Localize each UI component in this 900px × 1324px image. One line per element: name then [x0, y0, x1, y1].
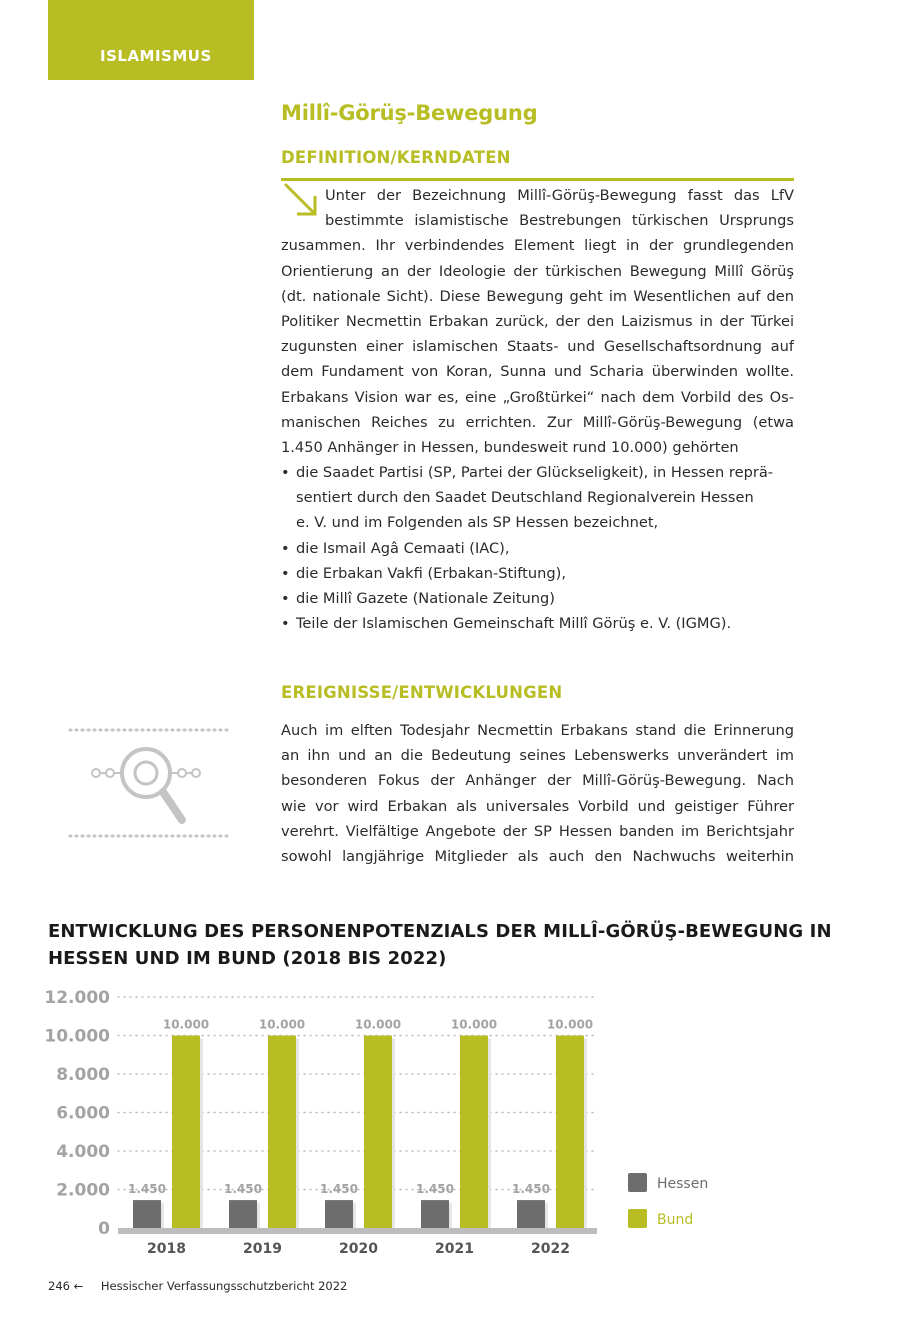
text-line: Unter der Bezeichnung Millî-Görüş-Bewegung fasst das LfV	[325, 187, 794, 204]
y-tick-label: 12.000	[44, 988, 110, 1008]
list-item-line: • die Erbakan Vakfi (Erbakan-Stiftung),	[296, 564, 566, 582]
data-label: 10.000	[546, 1017, 594, 1032]
bar-bund	[364, 1036, 392, 1229]
list-item-line: • die Ismail Agâ Cemaati (IAC),	[296, 539, 510, 557]
list-item-line: • die Saadet Partisi (SP, Partei der Glückseligkeit), in Hessen reprä-	[296, 464, 774, 481]
bar-bund	[172, 1036, 200, 1229]
definition-paragraph	[281, 183, 794, 460]
text-line: zusammen. Ihr verbindendes Element liegt in der grundlegenden	[281, 237, 794, 255]
bar-hessen	[133, 1200, 161, 1228]
list-item	[281, 561, 794, 586]
list-item-line: sentiert durch den Saadet Deutschland Regionalverein Hessen	[296, 489, 754, 507]
text-line: besonderen Fokus der Anhänger der Millî-Görüş-Bewegung. Nach	[281, 772, 794, 790]
x-tick-label: 2018	[147, 1241, 186, 1257]
data-label: 1.450	[416, 1182, 454, 1197]
bar-chart	[0, 980, 900, 1260]
publication-title: Hessischer Verfassungsschutzbericht 2022	[100, 1279, 348, 1293]
data-label: 10.000	[258, 1017, 306, 1032]
data-label: 10.000	[354, 1017, 402, 1032]
text-line: verehrt. Vielfältige Angebote der SP Hessen banden im Berichtsjahr	[281, 822, 794, 840]
text-line: manischen Reiches zu errichten. Zur Millî-Görüş-Bewegung (etwa	[281, 413, 794, 431]
data-label: 1.450	[128, 1182, 166, 1197]
y-tick-label: 0	[98, 1219, 110, 1239]
magnifier-icon	[66, 720, 232, 846]
legend-swatch	[628, 1173, 647, 1192]
y-tick-label: 4.000	[56, 1142, 110, 1162]
text-line: sowohl langjährige Mitglieder als auch den Nachwuchs weiterhin	[281, 848, 794, 866]
data-label: 1.450	[512, 1182, 550, 1197]
list-item-line: e. V. und im Folgenden als SP Hessen bezeichnet,	[296, 514, 659, 532]
y-tick-label: 8.000	[56, 1065, 110, 1085]
x-tick-label: 2022	[531, 1241, 570, 1257]
text-line: zugunsten einer islamischen Staats- und Gesellschaftsordnung auf	[281, 338, 794, 356]
bar-bund	[460, 1036, 488, 1229]
data-label: 10.000	[162, 1017, 210, 1032]
bar-hessen	[229, 1200, 257, 1228]
bar-bund	[268, 1036, 296, 1229]
y-tick-label: 10.000	[44, 1026, 110, 1047]
text-line: an ihn und an die Bedeutung seines Lebenswerks unverändert im	[281, 747, 794, 765]
x-tick-label: 2021	[435, 1241, 474, 1257]
definition-heading: DEFINITION/KERNDATEN	[281, 148, 511, 167]
text-line: wie vor wird Erbakan als universales Vorbild und geistiger Führer	[281, 797, 794, 815]
x-tick-label: 2020	[339, 1241, 378, 1257]
bar-hessen	[421, 1200, 449, 1228]
text-line: Politiker Necmettin Erbakan zurück, der den Laizismus in der Türkei	[281, 313, 794, 331]
text-line: 1.450 Anhänger in Hessen, bundesweit rund 10.000) gehörten	[281, 439, 739, 457]
legend-swatch	[628, 1209, 647, 1228]
section-tab-label: ISLAMISMUS	[100, 47, 212, 65]
x-axis	[118, 1228, 597, 1234]
y-tick-label: 6.000	[56, 1103, 110, 1124]
text-line: (dt. nationale Sicht). Diese Bewegung geht im Wesentlichen auf den	[281, 287, 794, 305]
text-line: Orientierung an der Ideologie der türkischen Bewegung Millî Görüş	[281, 262, 794, 280]
events-paragraph	[281, 718, 794, 869]
heading-rule	[281, 178, 794, 181]
section-tab	[48, 0, 254, 80]
events-heading: EREIGNISSE/ENTWICKLUNGEN	[281, 683, 563, 702]
text-line: bestimmte islamistische Bestrebungen türkischen Ursprungs	[325, 212, 794, 230]
text-line: dem Fundament von Koran, Sunna und Scharia überwinden wollte.	[281, 363, 794, 381]
data-label: 1.450	[320, 1182, 358, 1197]
bar-hessen	[325, 1200, 353, 1228]
data-label: 1.450	[224, 1182, 262, 1197]
chart-title	[48, 918, 848, 972]
organization-list	[281, 460, 794, 636]
list-item	[281, 586, 794, 611]
list-item	[281, 611, 794, 636]
list-item	[281, 536, 794, 561]
article-title: Millî-Görüş-Bewegung	[281, 101, 538, 125]
x-tick-label: 2019	[243, 1241, 282, 1257]
page-footer	[48, 1279, 347, 1293]
text-line: Auch im elften Todesjahr Necmettin Erbakans stand die Erinnerung	[281, 722, 794, 739]
chart-title-line: ENTWICKLUNG DES PERSONENPOTENZIALS DER MILLÎ-GÖRÜŞ-BEWEGUNG IN	[48, 921, 832, 942]
page-number: 246 ←	[48, 1279, 84, 1293]
text-line: Erbakans Vision war es, eine „Großtürkei“ nach dem Vorbild des Os-	[281, 388, 794, 406]
list-item-line: • die Millî Gazete (Nationale Zeitung)	[296, 590, 555, 608]
list-item	[281, 460, 794, 536]
y-tick-label: 2.000	[56, 1180, 110, 1201]
data-label: 10.000	[450, 1017, 498, 1032]
chart-title-line: HESSEN UND IM BUND (2018 BIS 2022)	[48, 948, 447, 969]
list-item-line: • Teile der Islamischen Gemeinschaft Millî Görüş e. V. (IGMG).	[296, 615, 732, 633]
bar-hessen	[517, 1200, 545, 1228]
legend-label: Hessen	[657, 1176, 709, 1192]
bar-bund	[556, 1036, 584, 1229]
legend-label: Bund	[657, 1212, 694, 1228]
